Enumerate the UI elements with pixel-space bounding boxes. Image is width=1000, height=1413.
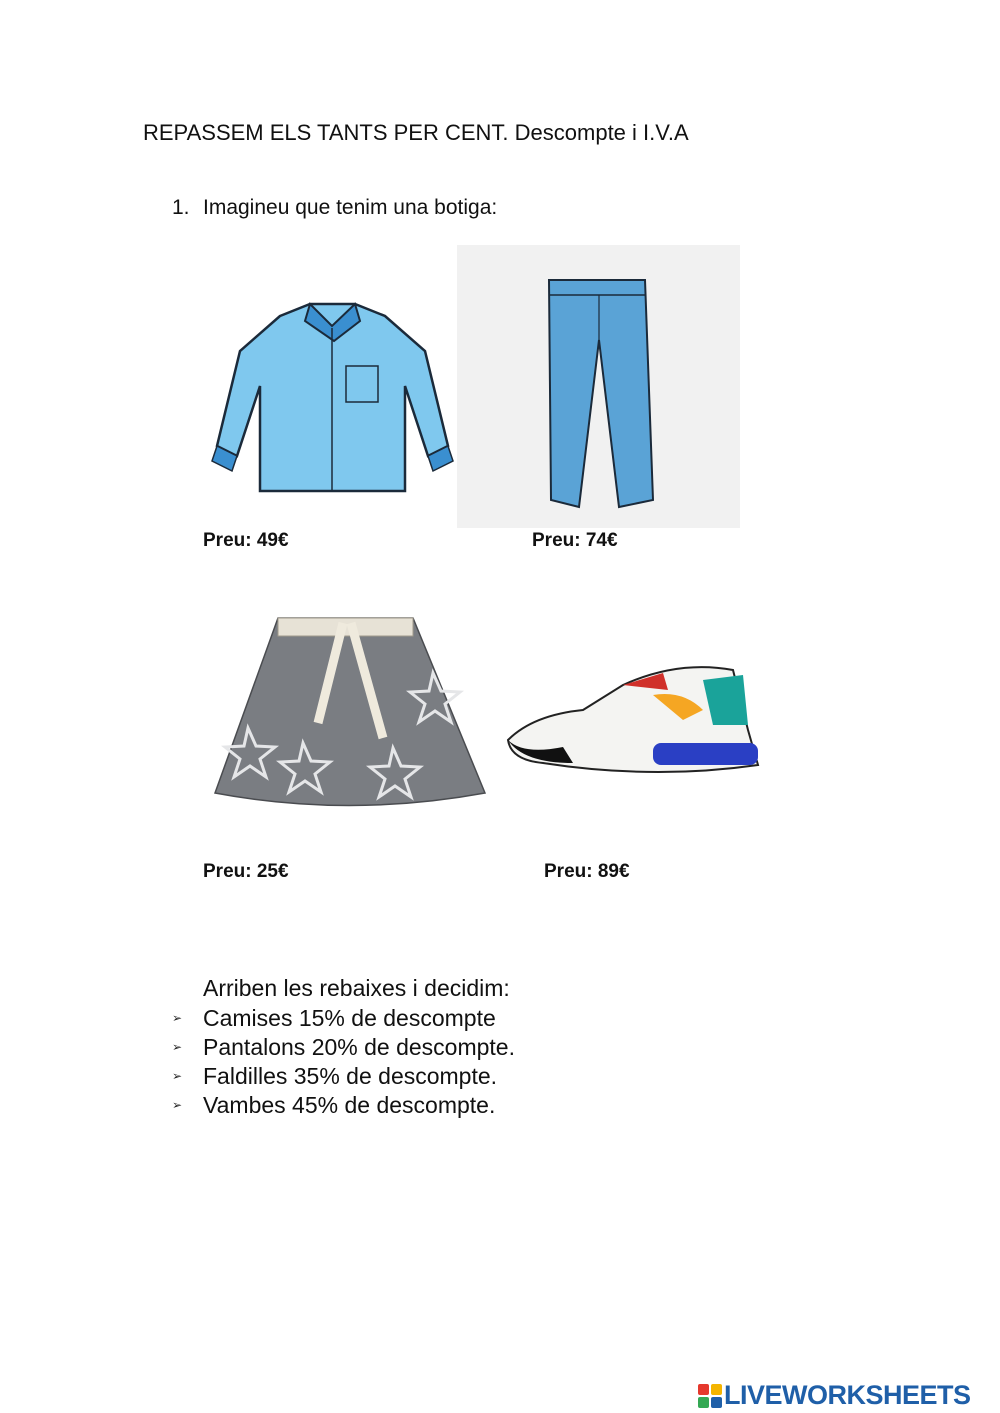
discount-text: Camises 15% de descompte xyxy=(203,1005,496,1031)
shirt-image xyxy=(210,296,455,501)
list-item xyxy=(172,1091,515,1120)
list-item xyxy=(172,1062,515,1091)
list-item xyxy=(172,1033,515,1062)
discount-list xyxy=(172,1004,515,1120)
skirt-image xyxy=(203,578,493,858)
page-title: REPASSEM ELS TANTS PER CENT. Descompte i I.V.A xyxy=(143,120,689,145)
discount-text: Faldilles 35% de descompte. xyxy=(203,1063,498,1089)
arrow-bullet-icon: ➢ xyxy=(172,1098,183,1112)
question-text: Imagineu que tenim una botiga: xyxy=(203,196,498,219)
sneakers-image xyxy=(503,655,768,780)
discount-text: Pantalons 20% de descompte. xyxy=(203,1034,515,1060)
arrow-bullet-icon: ➢ xyxy=(172,1040,183,1054)
shirt-price: Preu: 49€ xyxy=(203,530,289,551)
sneakers-price: Preu: 89€ xyxy=(544,861,630,882)
arrow-bullet-icon: ➢ xyxy=(172,1069,183,1083)
question-1 xyxy=(172,196,497,220)
brand-name: LIVEWORKSHEETS xyxy=(724,1380,971,1410)
list-item xyxy=(172,1004,515,1033)
skirt-price: Preu: 25€ xyxy=(203,861,289,882)
logo-grid-icon xyxy=(698,1384,722,1408)
discount-text: Vambes 45% de descompte. xyxy=(203,1092,496,1118)
question-number: 1. xyxy=(172,196,190,219)
arrow-bullet-icon: ➢ xyxy=(172,1011,183,1025)
liveworksheets-logo xyxy=(698,1380,971,1411)
discounts-intro: Arriben les rebaixes i decidim: xyxy=(203,975,510,1001)
jeans-image xyxy=(457,245,740,528)
jeans-price: Preu: 74€ xyxy=(532,530,618,551)
